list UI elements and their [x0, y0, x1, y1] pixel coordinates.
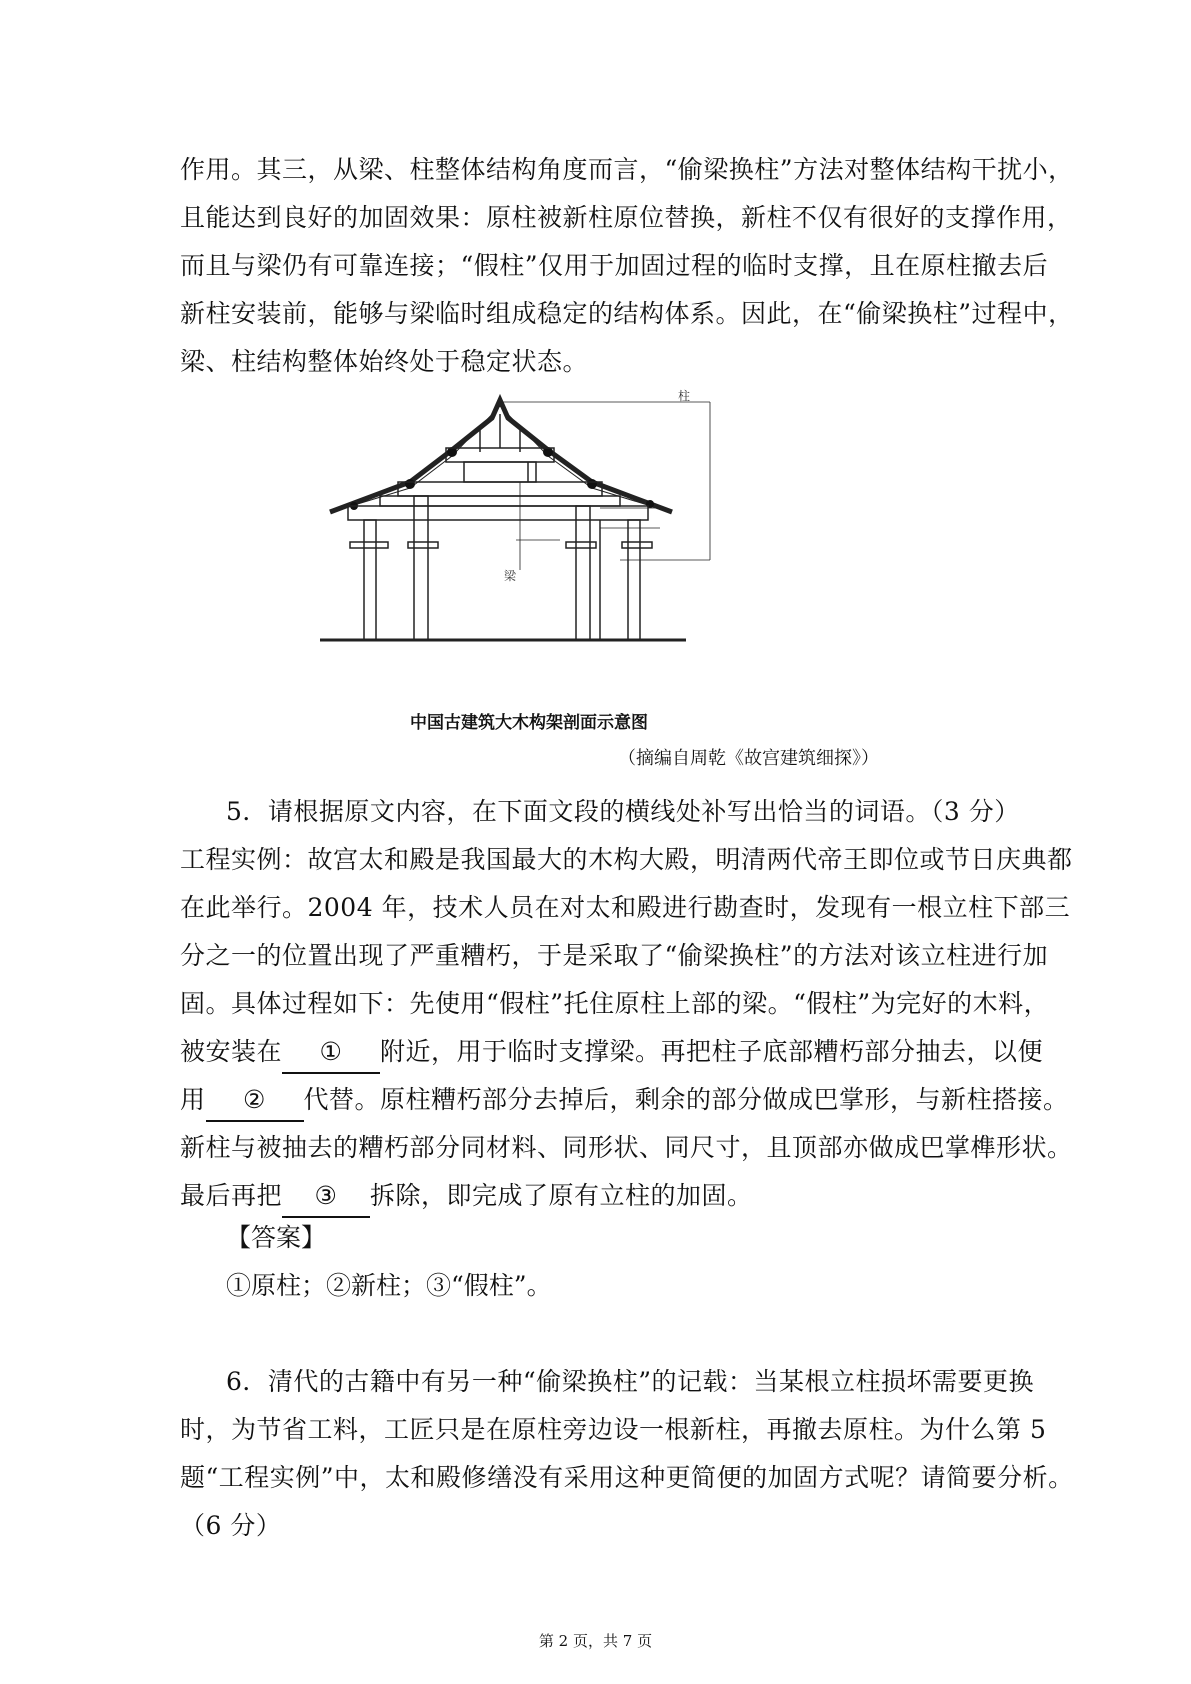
- question-line: 分之一的位置出现了严重糟朽，于是采取了“偷梁换柱”的方法对该立柱进行加: [180, 941, 1049, 970]
- answer-label: 【答案】: [226, 1223, 327, 1252]
- question-line: [180, 1028, 1044, 1076]
- text-segment: 用: [180, 1085, 206, 1114]
- passage-line: 作用。其三，从梁、柱整体结构角度而言，“偷梁换柱”方法对整体结构干扰小，: [180, 155, 1074, 184]
- question-line: 时，为节省工料，工匠只是在原柱旁边设一根新柱，再撤去原柱。为什么第 5: [180, 1415, 1047, 1444]
- figure-source: （摘编自周乾《故宫建筑细探》）: [618, 748, 879, 769]
- question-line: [180, 1076, 1069, 1124]
- question-line: [180, 1172, 1020, 1220]
- question-line: 工程实例：故宫太和殿是我国最大的木构大殿，明清两代帝王即位或节日庆典都: [180, 845, 1073, 874]
- question-line: （6 分）: [180, 1511, 282, 1540]
- passage-line: 梁、柱结构整体始终处于稳定状态。: [180, 347, 589, 376]
- text-segment: 被安装在: [180, 1037, 283, 1066]
- question-line: 新柱与被抽去的糟朽部分同材料、同形状、同尺寸，且顶部亦做成巴掌榫形状。: [180, 1133, 1073, 1162]
- column-label: 柱: [678, 389, 691, 403]
- passage-line: 且能达到良好的加固效果：原柱被新柱原位替换，新柱不仅有很好的支撑作用，: [180, 203, 1073, 232]
- question-6: [180, 1358, 1074, 1550]
- passage-line: 新柱安装前，能够与梁临时组成稳定的结构体系。因此，在“偷梁换柱”过程中，: [180, 299, 1074, 328]
- text-segment: 最后再把: [180, 1181, 283, 1210]
- timber-frame-diagram: [330, 389, 750, 720]
- question-heading: 5．请根据原文内容，在下面文段的横线处补写出恰当的词语。（3 分）: [226, 797, 1020, 826]
- fill-blank-1[interactable]: ①: [282, 1032, 380, 1074]
- fill-blank-2[interactable]: ②: [206, 1080, 304, 1122]
- fill-blank-3[interactable]: ③: [282, 1176, 370, 1218]
- question-line: 固。具体过程如下：先使用“假柱”托住原柱上部的梁。“假柱”为完好的木料，: [180, 989, 1050, 1018]
- question-line: 在此举行。2004 年，技术人员在对太和殿进行勘查时，发现有一根立柱下部三: [180, 893, 1071, 922]
- text-segment: 代替。原柱糟朽部分去掉后，剩余的部分做成巴掌形，与新柱搭接。: [303, 1085, 1069, 1114]
- figure-caption: 中国古建筑大木构架剖面示意图: [410, 713, 648, 733]
- question-5: [180, 788, 1073, 1220]
- beam-label: 梁: [504, 569, 517, 583]
- answer-text: ①原柱；②新柱；③“假柱”。: [226, 1271, 552, 1300]
- question-line: 题“工程实例”中，太和殿修缮没有采用这种更简便的加固方式呢？请简要分析。: [180, 1463, 1074, 1492]
- text-segment: 附近，用于临时支撑梁。再把柱子底部糟朽部分抽去，以便: [380, 1037, 1044, 1066]
- passage-paragraph: [180, 146, 1074, 386]
- passage-line: 而且与梁仍有可靠连接；“假柱”仅用于加固过程的临时支撑，且在原柱撤去后: [180, 251, 1049, 280]
- text-segment: 拆除，即完成了原有立柱的加固。: [370, 1181, 753, 1210]
- page-footer: 第 2 页，共 7 页: [538, 1632, 653, 1650]
- question-line: 6．清代的古籍中有另一种“偷梁换柱”的记载：当某根立柱损坏需要更换: [226, 1367, 1034, 1396]
